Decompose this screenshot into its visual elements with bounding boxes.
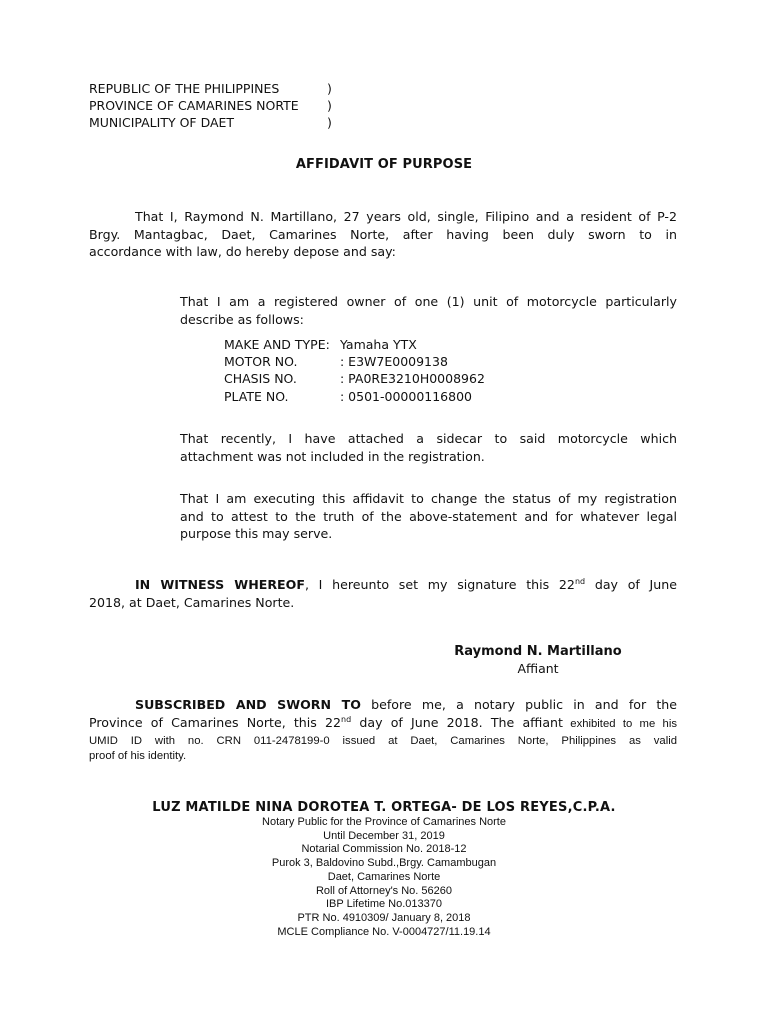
spec-value: : 0501-00000116800: [340, 388, 472, 404]
paragraph-line: describe as follows:: [180, 311, 304, 327]
paragraph-line: and to attest to the truth of the above-statement and for whatever legal: [180, 508, 677, 524]
venue-paren: ): [327, 81, 332, 96]
document-title: AFFIDAVIT OF PURPOSE: [295, 157, 473, 172]
notary-detail-line: Roll of Attorney's No. 56260: [315, 884, 452, 897]
paragraph-line: [89, 576, 677, 594]
jurat-text: day of June 2018. The affiant: [351, 714, 563, 730]
spec-label: MAKE AND TYPE:: [224, 337, 330, 352]
paragraph-purpose: [180, 490, 677, 543]
venue-province: PROVINCE OF CAMARINES NORTE: [89, 98, 299, 113]
paragraph-line: attachment was not included in the registration.: [180, 448, 485, 464]
affiant-role: Affiant: [517, 661, 559, 676]
paragraph-line: [89, 714, 677, 734]
spec-label: MOTOR NO.: [224, 354, 298, 370]
venue-line: [89, 114, 332, 131]
venue-municipality: MUNICIPALITY OF DAET: [89, 115, 235, 130]
venue-republic: REPUBLIC OF THE PHILIPPINES: [89, 81, 280, 96]
paragraph-line: That I am executing this affidavit to change the status of my registration: [180, 491, 677, 506]
paragraph-line: Brgy. Mantagbac, Daet, Camarines Norte, after having been duly sworn to in: [89, 226, 677, 242]
paragraph-line: That I, Raymond N. Martillano, 27 years old, single, Filipino and a resident of P-2: [135, 209, 677, 224]
venue-paren: ): [327, 115, 332, 130]
witness-text: , I hereunto set my signature this 22: [304, 577, 575, 592]
spec-row: [224, 388, 485, 405]
paragraph-line: purpose this may serve.: [180, 526, 333, 542]
jurat-text: exhibited to me his: [562, 717, 677, 730]
paragraph-line: 2018, at Daet, Camarines Norte.: [89, 594, 295, 610]
motorcycle-specs: [224, 336, 485, 405]
spec-value: : E3W7E0009138: [340, 354, 448, 370]
affiant-signature-block: [452, 644, 624, 676]
paragraph-jurat: [89, 696, 677, 763]
notary-details: [0, 816, 768, 939]
notary-name: LUZ MATILDE NINA DOROTEA T. ORTEGA- DE LOS REYES,C.P.A.: [152, 800, 616, 815]
paragraph-sidecar: [180, 430, 677, 465]
notary-block: [0, 800, 768, 939]
notary-detail-line: MCLE Compliance No. V-0004727/11.19.14: [277, 925, 491, 938]
witness-text-end: day of June: [585, 577, 677, 592]
paragraph-intro: [89, 208, 677, 261]
paragraph-line: [89, 696, 677, 714]
paragraph-line: That recently, I have attached a sidecar to said motorcycle which: [180, 431, 677, 446]
paragraph-line: accordance with law, do hereby depose and say:: [89, 244, 396, 260]
notary-detail-line: Purok 3, Baldovino Subd.,Brgy. Camambugan: [271, 857, 497, 870]
notary-detail-line: IBP Lifetime No.013370: [326, 898, 442, 911]
jurat-text: Province of Camarines Norte, this 22: [89, 714, 342, 730]
venue-block: [89, 80, 332, 131]
ordinal-suffix: nd: [574, 577, 586, 586]
paragraph-line: UMID ID with no. CRN 011-2478199-0 issued at Daet, Camarines Norte, Philippines as valid: [89, 735, 677, 748]
spec-row: [224, 370, 485, 387]
paragraph-ownership: [180, 293, 677, 328]
ordinal-suffix: nd: [341, 714, 352, 724]
notary-detail-line: PTR No. 4910309/ January 8, 2018: [297, 911, 471, 924]
paragraph-witness: [89, 576, 677, 611]
notary-detail-line: Until December 31, 2019: [323, 829, 445, 842]
jurat-lead: SUBSCRIBED AND SWORN TO: [135, 697, 361, 712]
paragraph-line: That I am a registered owner of one (1) unit of motorcycle particularly: [180, 294, 677, 309]
spec-value: Yamaha YTX: [340, 337, 417, 352]
venue-line: [89, 80, 332, 97]
paragraph-line: proof of his identity.: [89, 750, 187, 763]
spec-value: : PA0RE3210H0008962: [340, 371, 485, 387]
spec-label: CHASIS NO.: [224, 371, 297, 387]
notary-detail-line: Daet, Camarines Norte: [327, 870, 441, 883]
spec-row: [224, 336, 485, 353]
witness-lead: IN WITNESS WHEREOF: [135, 577, 305, 592]
spec-row: [224, 353, 485, 370]
spec-label: PLATE NO.: [224, 388, 289, 404]
venue-paren: ): [327, 98, 332, 113]
notary-detail-line: Notarial Commission No. 2018-12: [301, 843, 467, 856]
affiant-name: Raymond N. Martillano: [454, 644, 622, 659]
venue-line: [89, 97, 332, 114]
notary-detail-line: Notary Public for the Province of Camarines Norte: [262, 816, 506, 828]
jurat-text: before me, a notary public in and for the: [360, 697, 678, 712]
